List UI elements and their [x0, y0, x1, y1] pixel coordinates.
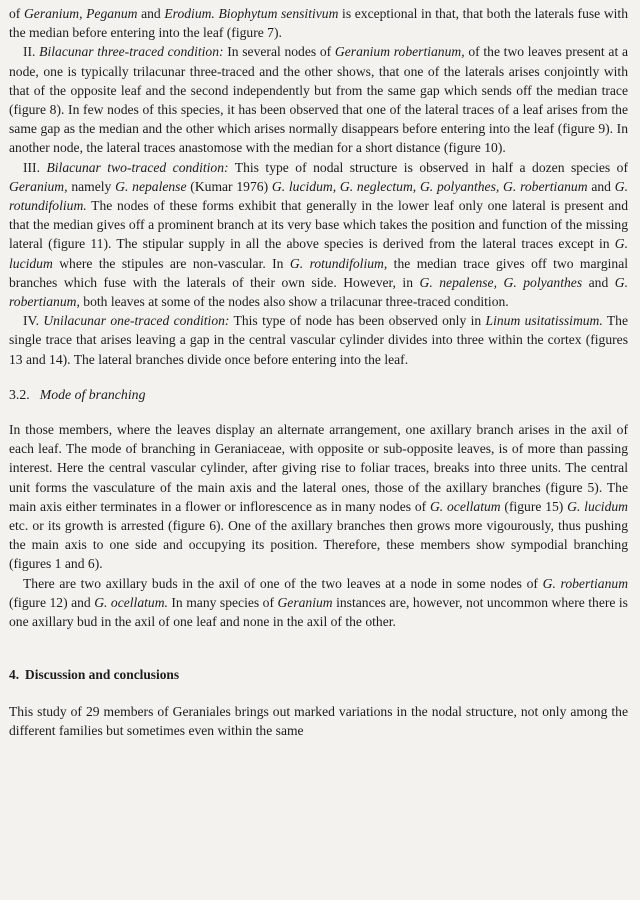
text: is exceptional in that, that both the laterals fuse with the median before entering into the leaf (figure 7). [9, 6, 629, 41]
paragraph-intro [9, 4, 628, 42]
text: This type of node has been observed only in [229, 313, 486, 329]
species-name: G. lucidum [9, 236, 628, 271]
species-names: G. lucidum, G. neglectum, G. polyanthes, G. robertianum [271, 178, 588, 194]
condition-title: Bilacunar two-traced condition: [46, 159, 229, 175]
genus-name: Geranium [277, 594, 333, 610]
text: instances are, however, not uncommon where there is one axillary bud in the axil of one leaf and none in the axil of the other. [9, 594, 628, 630]
text: This study of 29 members of Geraniales brings out marked variations in the nodal structure, not only among the different families but sometimes even within the same [9, 703, 628, 738]
text: and [137, 6, 165, 21]
text: namely [67, 178, 116, 194]
species-name: Geranium robertianum, [334, 44, 465, 60]
text: There are two axillary buds in the axil of one of the two leaves at a node in some nodes of [23, 575, 543, 591]
genus-name: Erodium. [164, 6, 215, 21]
species-name: G. nepalense [115, 178, 187, 194]
species-name: G. robertianum, [9, 274, 628, 310]
text: This type of nodal structure is observed in half a dozen species of [228, 159, 629, 175]
text: and [587, 178, 615, 194]
text: In many species of [167, 594, 278, 610]
text: the median trace gives off two marginal branches which fuse with the laterals of their own side. However, in [9, 255, 629, 290]
genus-name: Geranium, [9, 178, 68, 194]
species-name: Linum usitatissimum. [485, 313, 603, 329]
genus-names: Geranium, Peganum [23, 6, 138, 21]
roman-numeral: II. [23, 44, 36, 60]
species-name: Biophytum sensitivum [218, 6, 339, 21]
text: The nodes of these forms exhibit that generally in the lower leaf only one lateral is present and that the median gives off a prominent branch at its very base which takes the position and function of the missing lateral (figure 11). The stipular supply in all the above species is derived from the lateral traces except in [9, 198, 628, 252]
text: (figure 12) and [9, 594, 95, 610]
species-name: G. lucidum [567, 498, 628, 514]
text: and [582, 274, 615, 290]
text: (figure 15) [500, 498, 568, 514]
species-name: G. ocellatum. [94, 594, 168, 610]
section-heading-3-2 [9, 385, 628, 404]
species-name: G. rotundifolium, [289, 255, 388, 271]
paragraph-condition-iii [9, 158, 628, 312]
text: of [9, 6, 24, 21]
paragraph-branching-2 [9, 574, 628, 632]
section-heading-4 [9, 665, 628, 684]
text: etc. or its growth is arrested (figure 6). One of the axillary branches then grows more vigourously, thus pushing the main axis to one side and occupying its position. Therefore, these members show sympodial branching (figures 1 and 6). [9, 518, 628, 572]
paragraph-branching-1 [9, 420, 628, 574]
text: In those members, where the leaves display an alternate arrangement, one axillary branch arises in the axil of each leaf. The mode of branching in Geraniaceae, with opposite or sub-opposite leaves, is of more than passing interest. Here the central vascular cylinder, after giving rise to foliar traces, breaks into three units. The central unit forms the vasculature of the main axis and the lateral ones, those of the axillary branches (figure 5). The main axis either terminates in a flower or inflorescence as in many nodes of [9, 422, 628, 514]
species-name: G. ocellatum [429, 498, 501, 514]
species-names: G. nepalense, G. polyanthes [419, 274, 583, 290]
section-number: 4. [9, 667, 20, 683]
text: where the stipules are non-vascular. In [52, 255, 290, 271]
species-name: G. robertianum [542, 575, 629, 591]
roman-numeral: IV. [23, 313, 39, 329]
section-title: Discussion and conclusions [25, 667, 180, 683]
text: In several nodes of [223, 44, 335, 60]
paragraph-discussion [9, 702, 628, 740]
section-number: 3.2. [9, 386, 30, 402]
text: of the two leaves present at a node, one is typically trilacunar three-traced and the other shows, that one of the laterals arises conjointly with that of the opposite leaf and the second independently but from the same gap which sends off the median trace (figure 8). In few nodes of this species, it has been observed that one of the lateral traces of a leaf arises from the same gap as the median and the other which arises normally disappears before entering into the leaf (figure 9). In another node, the lateral traces anastomose with the median for a short distance (figure 10). [9, 44, 628, 156]
text: The single trace that arises leaving a gap in the central vascular cylinder divides into three within the cortex (figures 13 and 14). The lateral branches divide once before entering into the leaf. [9, 313, 629, 367]
condition-title: Unilacunar one-traced condition: [43, 313, 230, 329]
condition-title: Bilacunar three-traced condition: [39, 44, 224, 60]
paragraph-condition-iv [9, 311, 628, 369]
species-name: G. rotundifolium. [9, 178, 628, 214]
section-title: Mode of branching [39, 386, 146, 402]
roman-numeral: III. [23, 159, 40, 175]
text: both leaves at some of the nodes also show a trilacunar three-traced condition. [79, 294, 509, 310]
paragraph-condition-ii [9, 42, 628, 157]
text: (Kumar 1976) [186, 178, 272, 194]
